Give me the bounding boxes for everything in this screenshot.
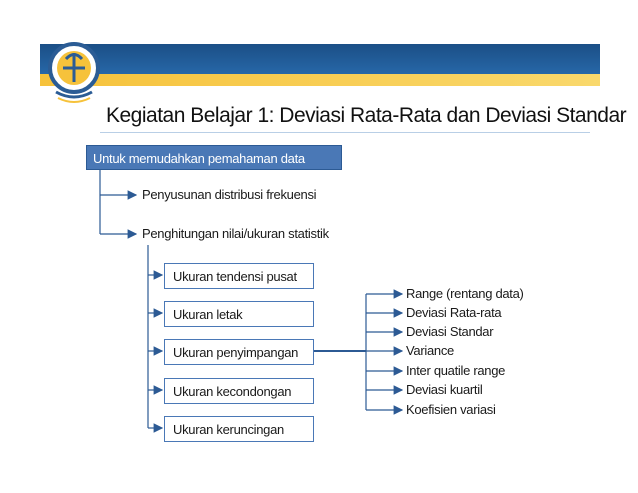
item-range: Range (rentang data): [406, 286, 524, 301]
box-ukuran-penyimpangan: Ukuran penyimpangan: [164, 339, 314, 365]
item-deviasi-standar: Deviasi Standar: [406, 324, 494, 339]
slide-title: Kegiatan Belajar 1: Deviasi Rata-Rata dan Deviasi Standar: [106, 104, 627, 127]
item-penyusunan: Penyusunan distribusi frekuensi: [142, 187, 317, 202]
box-tendensi-pusat: Ukuran tendensi pusat: [164, 263, 314, 289]
box-ukuran-keruncingan: Ukuran keruncingan: [164, 416, 314, 442]
item-penghitungan: Penghitungan nilai/ukuran statistik: [142, 226, 329, 241]
box-ukuran-letak: Ukuran letak: [164, 301, 314, 327]
item-deviasi-kuartil: Deviasi kuartil: [406, 382, 483, 397]
item-deviasi-rata-rata: Deviasi Rata-rata: [406, 305, 502, 320]
item-koefisien-variasi: Koefisien variasi: [406, 402, 496, 417]
box-ukuran-kecondongan: Ukuran kecondongan: [164, 378, 314, 404]
item-inter-quartile-range: Inter quatile range: [406, 363, 506, 378]
header-box: Untuk memudahkan pemahaman data: [86, 145, 342, 170]
item-variance: Variance: [406, 343, 454, 358]
